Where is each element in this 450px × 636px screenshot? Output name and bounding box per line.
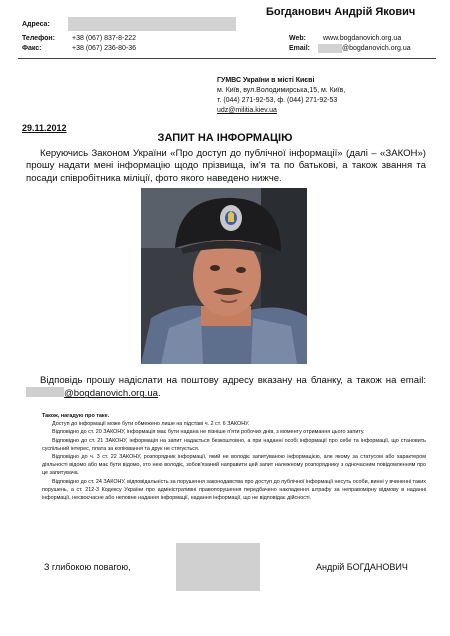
intro-paragraph: Керуючись Законом України «Про доступ до публічної інформації» (далі – «ЗАКОН») прошу надати мені інформацію щодо прізвища, ім'я та по батькові, а також звання та посади співробітника міліції, фото якого наведено нижче. xyxy=(26,148,426,184)
email-redaction xyxy=(318,44,342,53)
addressee-line2: т. (044) 271-92-53, ф. (044) 271-92-53 xyxy=(217,97,338,104)
closing-regards: З глибокою повагою, xyxy=(44,562,131,572)
phone-value: +38 (067) 837-8-222 xyxy=(72,35,137,42)
addressee-email[interactable]: udz@militia.kiev.ua xyxy=(217,107,277,114)
fax-label: Факс: xyxy=(22,45,42,52)
officer-photo xyxy=(141,188,307,364)
addressee-org: ГУМВС України в місті Києві xyxy=(217,77,315,84)
fax-value: +38 (067) 236-80-36 xyxy=(72,45,137,52)
reply-paragraph xyxy=(26,375,426,401)
letterhead-name: Богданович Андрій Якович xyxy=(266,6,416,18)
notes-heading: Також, нагадую про таке. xyxy=(42,413,110,419)
reply-email[interactable]: @bogdanovich.org.ua xyxy=(64,388,159,400)
reply-end: . xyxy=(158,388,161,400)
notes-item: Відповідно до ст. 21 ЗАКОНУ, інформація на запит надається безкоштовно, а при наданні особі інформації про себе та інформації, що становить суспільний інтерес, плата за копіювання та друк не стягується. xyxy=(42,437,426,452)
signatory-name: Андрій БОГДАНОВИЧ xyxy=(316,562,408,572)
notes-item: Відповідно до ст. 20 ЗАКОНУ, інформація має бути надана не пізніше п'яти робочих днів, з моменту отримання цього запиту. xyxy=(52,429,365,436)
address-redaction xyxy=(68,17,236,31)
reply-email-redaction xyxy=(26,387,64,397)
email-label: Email: xyxy=(289,45,311,52)
signature-redaction xyxy=(176,543,260,591)
notes-item: Відповідно до ч. 3 ст. 22 ЗАКОНУ, розпорядник інформації, який не володіє запитуваною інформацією, але якому за статусом або характером діяльності відомо або має бути відомо, хто нею володіє, зобов'язаний направити цей запит належному розпоряднику з одночасним повідомленням про це запитувача. xyxy=(42,454,426,477)
web-label: Web: xyxy=(289,35,306,42)
address-label: Адреса: xyxy=(22,21,50,28)
document-title: ЗАПИТ НА ІНФОРМАЦІЮ xyxy=(157,132,293,144)
document-date: 29.11.2012 xyxy=(22,123,67,133)
legal-notes xyxy=(42,412,426,502)
addressee-line1: м. Київ, вул.Володимирська,15, м. Київ, xyxy=(217,87,346,94)
phone-label: Телефон: xyxy=(22,35,55,42)
notes-item: Доступ до інформації може бути обмежено лише на підставі ч. 2 ст. 6 ЗАКОНУ. xyxy=(52,421,250,428)
email-value[interactable]: @bogdanovich.org.ua xyxy=(342,45,411,52)
reply-text: Відповідь прошу надіслати на поштову адресу вказану на бланку, а також на email: xyxy=(40,375,426,386)
addressee-block xyxy=(217,76,417,116)
letterhead-divider xyxy=(18,58,436,59)
web-value[interactable]: www.bogdanovich.org.ua xyxy=(323,35,402,42)
notes-item: Відповідно до ст. 24 ЗАКОНУ, відповідальність за порушення законодавства про доступ до публічної інформації несуть особи, винні у вчиненні таких порушень, а ст. 212-3 Кодексу України про адміністративні правопорушення передбачено накладення штрафу за неправомірну відмову в наданні інформації, несвоєчасне або неповне надання інформації, надання інформації, що не відповідає дійсності. xyxy=(42,478,426,502)
